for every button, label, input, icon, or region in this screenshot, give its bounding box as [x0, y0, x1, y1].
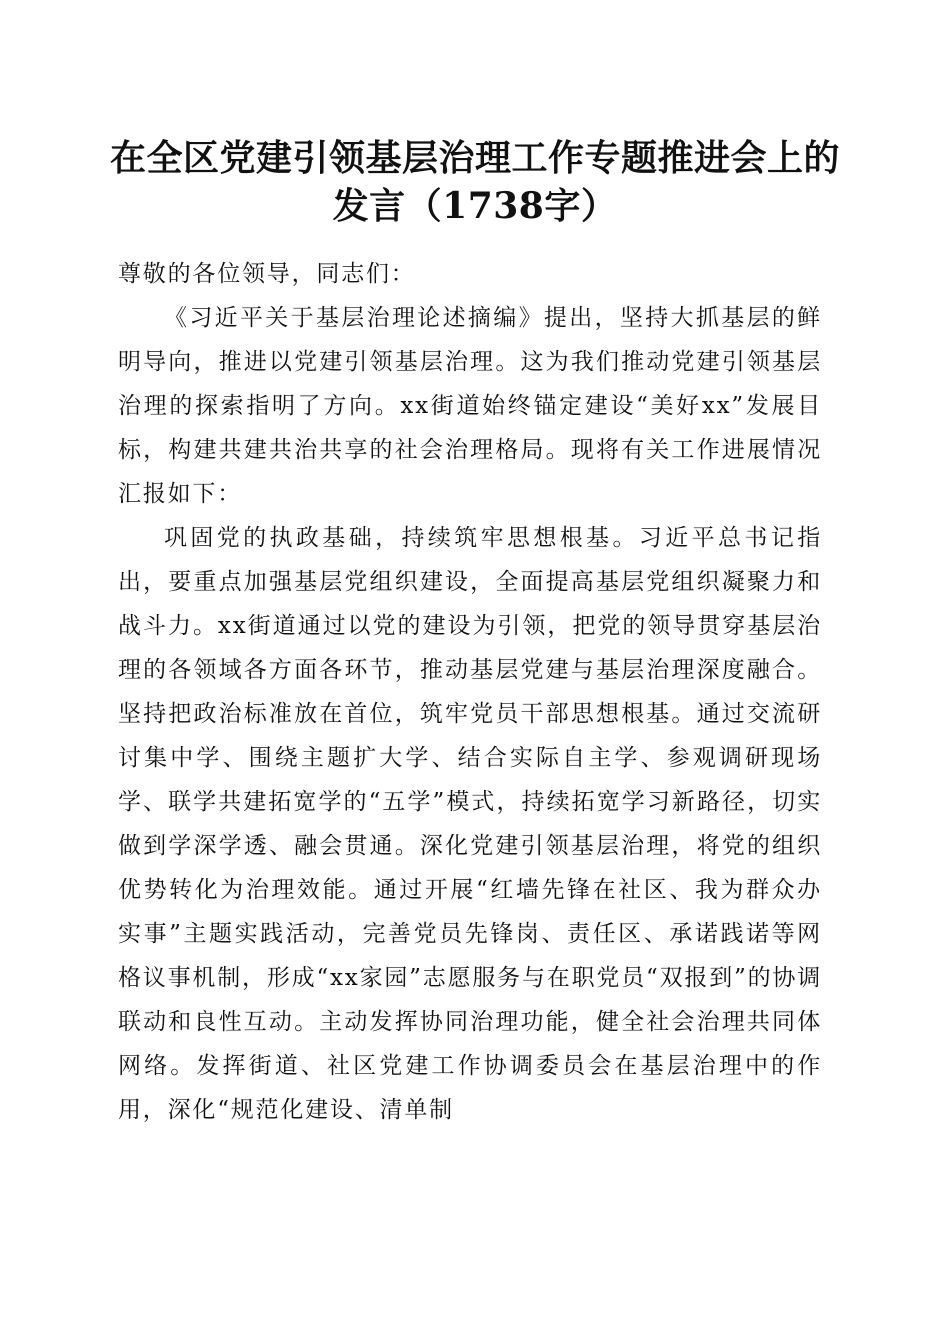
title-line-2: 发言（1738字）	[332, 185, 618, 227]
salutation: 尊敬的各位领导，同志们：	[118, 261, 416, 287]
document-title	[100, 134, 850, 230]
document-body	[118, 252, 822, 1132]
paragraph-intro: 《习近平关于基层治理论述摘编》提出，坚持大抓基层的鲜明导向，推进以党建引领基层治理。这为我们推动党建引领基层治理的探索指明了方向。xx街道始终锚定建设“美好xx”发展目标，构建共建共治共享的社会治理格局。现将有关工作进展情况汇报如下：	[118, 305, 822, 507]
paragraph-foundation: 巩固党的执政基础，持续筑牢思想根基。习近平总书记指出，要重点加强基层党组织建设，全面提高基层党组织凝聚力和战斗力。xx街道通过以党的建设为引领，把党的领导贯穿基层治理的各领域各方面各环节，推动基层党建与基层治理深度融合。坚持把政治标准放在首位，筑牢党员干部思想根基。通过交流研讨集中学、围绕主题扩大学、结合实际自主学、参观调研现场学、联学共建拓宽学的“五学”模式，持续拓宽学习新路径，切实做到学深学透、融会贯通。深化党建引领基层治理，将党的组织优势转化为治理效能。通过开展“红墙先锋在社区、我为群众办实事”主题实践活动，完善党员先锋岗、责任区、承诺践诺等网格议事机制，形成“xx家园”志愿服务与在职党员“双报到”的协调联动和良性互动。主动发挥协同治理功能，健全社会治理共同体网络。发挥街道、社区党建工作协调委员会在基层治理中的作用，深化“规范化建设、清单制	[118, 525, 822, 1123]
title-line-1: 在全区党建引领基层治理工作专题推进会上的	[109, 137, 840, 179]
